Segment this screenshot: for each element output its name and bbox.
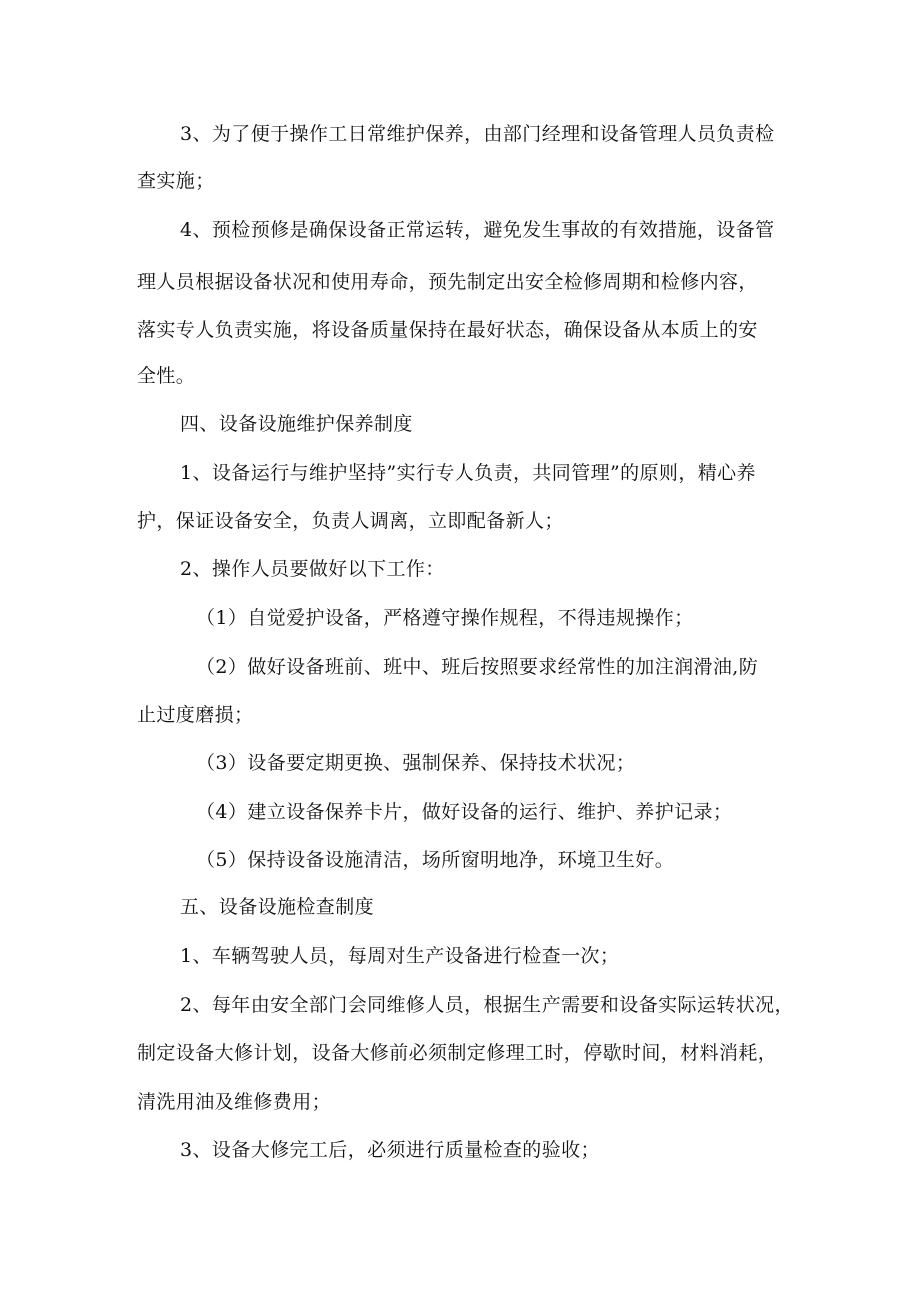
item-2-line-1: 2、操作人员要做好以下工作： [180, 558, 445, 580]
subitem-2-line-1: （2）做好设备班前、班中、班后按照要求经常性的加注润滑油,防 [196, 656, 759, 678]
inspection-item-2-line-2: 制定设备大修计划，设备大修前必须制定修理工时，停歇时间，材料消耗， [137, 1042, 778, 1064]
inspection-item-1: 1、车辆驾驶人员，每周对生产设备进行检查一次； [180, 945, 620, 967]
inspection-item-2-line-3: 清洗用油及维修费用； [137, 1091, 332, 1113]
inspection-item-2-line-1: 2、每年由安全部门会同维修人员，根据生产需要和设备实际运转状况， [180, 994, 794, 1016]
subitem-2-line-2: 止过度磨损； [137, 704, 254, 726]
paragraph-3-line-1: 3、为了便于操作工日常维护保养，由部门经理和设备管理人员负责检 [180, 123, 775, 145]
section-heading-maintenance: 四、设备设施维护保养制度 [180, 413, 413, 435]
subitem-3: （3）设备要定期更换、强制保养、保持技术状况； [196, 752, 636, 774]
item-1-line-1: 1、设备运行与维护坚持”实行专人负责，共同管理”的原则，精心养 [180, 462, 756, 484]
inspection-item-3: 3、设备大修完工后，必须进行质量检查的验收； [180, 1139, 600, 1161]
item-1-line-2: 护，保证设备安全，负责人调离，立即配备新人； [137, 510, 564, 532]
subitem-5: （5）保持设备设施清洁，场所窗明地净，环境卫生好。 [196, 849, 675, 871]
subitem-4: （4）建立设备保养卡片，做好设备的运行、维护、养护记录； [196, 801, 733, 823]
section-heading-inspection: 五、设备设施检查制度 [180, 896, 375, 918]
paragraph-4-line-3: 落实专人负责实施，将设备质量保持在最好状态，确保设备从本质上的安 [137, 319, 758, 341]
paragraph-4-line-1: 4、预检预修是确保设备正常运转，避免发生事故的有效措施，设备管 [180, 219, 775, 241]
subitem-1: （1）自觉爱护设备，严格遵守操作规程，不得违规操作； [196, 607, 694, 629]
paragraph-4-line-4: 全性。 [137, 365, 196, 387]
paragraph-3-line-2: 查实施； [137, 170, 215, 192]
paragraph-4-line-2: 理人员根据设备状况和使用寿命，预先制定出安全检修周期和检修内容， [137, 271, 758, 293]
